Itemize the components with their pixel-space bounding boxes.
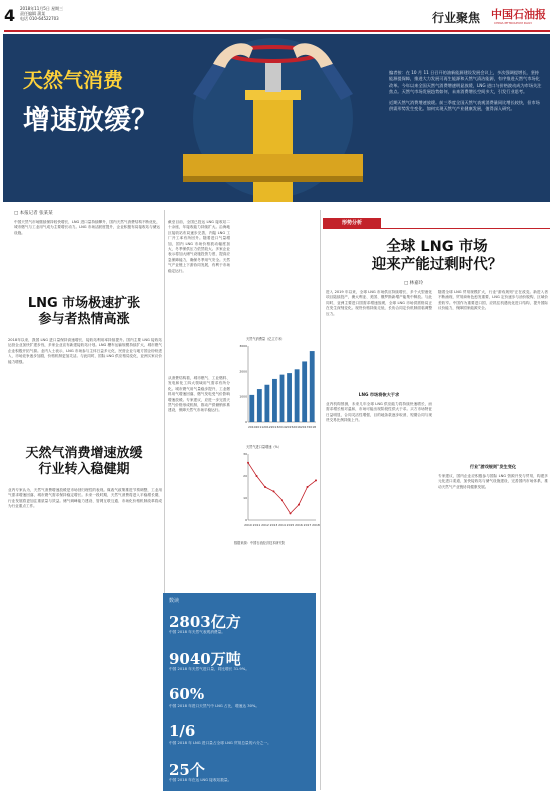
page-header bbox=[0, 0, 554, 30]
left-headline-2-line2: 行业转入稳健期 bbox=[38, 462, 130, 477]
line-point-2014 bbox=[281, 499, 283, 501]
stats-box bbox=[163, 593, 316, 791]
bar-2011 bbox=[257, 389, 262, 422]
bar-tick-2013: 2013 bbox=[270, 425, 279, 429]
right-headline-line1: 全球 LNG 市场 bbox=[386, 239, 488, 255]
section-title: 行业聚焦 bbox=[432, 11, 481, 25]
left-headline-1-line2: 参与者热情高涨 bbox=[38, 312, 130, 327]
line-point-2013 bbox=[273, 490, 275, 492]
bar-2017 bbox=[302, 361, 307, 422]
bar-chart bbox=[234, 336, 320, 436]
line-point-2016 bbox=[298, 504, 300, 506]
banner-title-line1: 天然气消费 bbox=[23, 68, 123, 92]
editor-line: 责任编辑 蒲某 bbox=[20, 11, 46, 16]
editor-note-p1: 编者按：在 10 月 11 日召开的油新能源建设发展会议上，多次强调提增长，坚持能源提保障，推进大力发展可再生能源和天然气清洁能源，有序推进天然气市场化改革。今年以来全国天然气消费增速明显放缓，LNG 进口与价格波动成为市场关注焦点。天然气市场发展趋势如何，未来消费增长空间多大，引发行业思考。 bbox=[389, 70, 542, 95]
bar-tick-2017: 2017 bbox=[300, 425, 309, 429]
line-point-2018 bbox=[315, 479, 317, 481]
feature-banner bbox=[3, 34, 550, 202]
line-point-2011 bbox=[256, 475, 258, 477]
stat-value-2: 9040万吨 bbox=[169, 650, 241, 668]
left-byline: □ 本报记者 张某某 bbox=[14, 211, 53, 216]
newspaper-logo: 中国石油报 bbox=[491, 8, 546, 21]
stat-value-5: 25个 bbox=[169, 761, 205, 779]
newspaper-logo-sub: CHINA PETROLEUM DAILY bbox=[494, 21, 533, 25]
middle-body-2: 从消费结构看，城市燃气、工业燃料、发电和化工四大领域用气需求有所分化。城市燃气用气量稳步提升，工业燃料用气增速回落，燃气发电受气价影响增速放缓。专家建议，应进一步完善天然气价格形成机制，推动产供储销体系建设，保障天然气市场平稳运行。 bbox=[168, 376, 230, 413]
line-tick-2011: 2011 bbox=[252, 523, 261, 527]
line-tick-2013: 2013 bbox=[269, 523, 278, 527]
bar-2013 bbox=[272, 379, 277, 422]
bar-2014 bbox=[280, 375, 285, 422]
page-number: 4 bbox=[4, 6, 16, 25]
line-tick-2017: 2017 bbox=[303, 523, 312, 527]
line-point-2017 bbox=[307, 486, 309, 488]
line-point-2015 bbox=[290, 512, 292, 514]
column-divider-2 bbox=[320, 210, 321, 790]
right-byline: □ 林嘉玲 bbox=[404, 281, 424, 286]
bar-tick-2018: 2018 bbox=[308, 425, 317, 429]
editor-note-p2: 近期天然气消费增速放缓。前三季度全国天然气表观消费量同比增长较快，但市场供需形势发生变化。如何实现天然气产业健康发展，值得深入研究。 bbox=[389, 99, 540, 112]
bar-2012 bbox=[264, 385, 269, 422]
stat-caption-2: 中国 2018 年天然气进口量，同比增长 31.9%。 bbox=[169, 667, 249, 671]
left-headline-2-line1: 天然气消费增速放缓 bbox=[25, 446, 143, 461]
section-label-rule bbox=[323, 228, 550, 229]
line-series bbox=[248, 463, 316, 514]
left-headline-2 bbox=[4, 446, 164, 478]
stat-value-3: 60% bbox=[169, 685, 205, 703]
left-body-2: 业内专家认为，天然气消费增速放缓是市场回归理性的表现。煤改气政策推进节奏调整，工业用气需求增速回落，城市燃气需求保持稳定增长。未来一段时期，天然气消费将进入平稳增长期，行业发展将更加注重质量与效益。储气调峰能力建设、管网互联互通、市场化价格机制改革将成为行业重点工作。 bbox=[8, 488, 162, 509]
date-line: 2018年11月5日 星期三 bbox=[20, 6, 64, 11]
right-body-4: 专家建议，国内企业应积极参与国际 LNG 资源开发与贸易，构建多元化进口渠道，加快接收站与储气设施建设，完善国内市场体系，推动天然气产业链协同健康发展。 bbox=[438, 474, 548, 489]
middle-body: 截至目前，全国已投运 LNG 接收站二十余座，年接收能力持续扩大。沿海地区接收站布局逐步完善，内陆 LNG 工厂开工率有所回升。随着进口气量增加，国内 LNG 市场价格波动幅度加大，冬季保供压力依然较大。多家企业表示将加大储气设施投资力度，提高应急保障能力，确保冬季用气安全。天然气产业链上下游协同发展，有利于市场稳定运行。 bbox=[168, 220, 230, 273]
line-point-2010 bbox=[247, 462, 249, 464]
right-body-1: 进入 2019 年以来，全球 LNG 市场供应持续增长，多个大型液化项目陆续投产，澳大利亚、美国、俄罗斯新增产能集中释放。与此同时，亚洲主要进口国需求增速放缓，全球 LNG 市场供需格局正在发生深刻变化。现货价格持续走低，长协合同定价机制面临调整压力。 bbox=[326, 290, 432, 316]
left-headline-1-line1: LNG 市场极速扩张 bbox=[27, 296, 141, 311]
bar-chart-svg bbox=[234, 342, 320, 436]
left-headline-1 bbox=[4, 296, 164, 328]
right-body-3: 随着全球 LNG 贸易规模扩大，行业"游戏规则"正在改变。新进入者不断涌现，贸易商角色愈发重要，LNG 定价逐步与油价脱钩，区域价差收窄。中国作为重要进口国，应抓住机遇优化进口结构，提升国际议价能力，保障国家能源安全。 bbox=[438, 290, 548, 311]
bar-ytick-1000: 1000 bbox=[239, 394, 247, 399]
bar-tick-2016: 2016 bbox=[293, 425, 301, 429]
stat-value-4: 1/6 bbox=[169, 722, 196, 740]
stat-caption-5: 中国 2018 年在运 LNG 接收站数量。 bbox=[169, 778, 232, 782]
bar-tick-2011: 2011 bbox=[255, 425, 264, 429]
section-label: 形势分析 bbox=[323, 218, 381, 228]
line-tick-2012: 2012 bbox=[261, 523, 269, 527]
line-chart-caption: 天然气进口量增速（%） bbox=[246, 445, 281, 449]
pipeline-valve-illustration bbox=[153, 34, 393, 202]
right-headline-line2: 迎来产能过剩时代？ bbox=[371, 257, 503, 273]
bar-tick-2014: 2014 bbox=[278, 425, 286, 429]
header-rule bbox=[4, 30, 550, 32]
bar-ytick-3000: 3000 bbox=[239, 344, 247, 348]
stat-caption-3: 中国 2018 年进口天然气中 LNG 占比，增速达 30%。 bbox=[169, 704, 260, 708]
line-chart bbox=[234, 444, 320, 534]
data-source: 数据来源：中国石油经济技术研究院 bbox=[234, 541, 285, 545]
bar-tick-2010: 2010 bbox=[247, 425, 256, 429]
bar-2015 bbox=[287, 373, 292, 422]
right-body-2: 业内机构预测，未来几年全球 LNG 供应能力将持续快速增长，而需求增长相对温和，市场可能出现阶段性供大于求。买方市场特征日益明显，合同灵活性增强，目的地条款逐步取消，短期合同与现货交易比例持续上升。 bbox=[326, 402, 432, 423]
line-tick-2018: 2018 bbox=[312, 523, 320, 527]
right-subhead-1: LNG 市场将恢大于求 bbox=[358, 392, 400, 397]
stat-value-1: 2803亿方 bbox=[169, 613, 241, 631]
stat-caption-4: 中国 2018 年 LNG 进口量占全球 LNG 贸易总量的六分之一。 bbox=[169, 741, 271, 745]
bar-ytick-0: 0 bbox=[245, 420, 247, 424]
left-body-1: 2018年以来，我国 LNG 进口量保持高速增长，接收站利用率持续提升。国内主要 LNG 接收站运营企业加快扩建步伐，多家企业宣布新建接收站计划。LNG 槽车运输规模持续扩大，城市燃气企业积极开拓气源。业内人士表示，LNG 市场参与主体日益多元化，民营企业与地方国企纷纷进入，市场竞争逐步加剧，价格机制更加灵活。与此同时，国际 LNG 供应格局变化，亚洲买家议价能力增强。 bbox=[8, 338, 162, 364]
bar-2016 bbox=[295, 369, 300, 422]
stat-caption-1: 中国 2018 年天然气表观消费量。 bbox=[169, 630, 225, 634]
phone-line: 电话 010-64522703 bbox=[20, 16, 59, 21]
banner-title-line2: 增速放缓？ bbox=[23, 105, 158, 136]
bar-chart-caption: 天然气消费量（亿立方米） bbox=[246, 337, 285, 341]
line-tick-2016: 2016 bbox=[295, 523, 303, 527]
line-ytick-0: 0 bbox=[245, 518, 247, 522]
line-tick-2010: 2010 bbox=[244, 523, 252, 527]
bar-ytick-2000: 2000 bbox=[239, 369, 247, 374]
right-headline bbox=[326, 238, 548, 274]
line-tick-2015: 2015 bbox=[286, 523, 295, 527]
header-info bbox=[20, 6, 63, 21]
line-ytick-20: 20 bbox=[243, 474, 247, 478]
line-chart-svg bbox=[234, 450, 320, 534]
bar-tick-2012: 2012 bbox=[263, 425, 271, 429]
line-ytick-30: 30 bbox=[243, 452, 247, 456]
line-tick-2014: 2014 bbox=[278, 523, 286, 527]
line-point-2012 bbox=[264, 486, 266, 488]
bar-tick-2015: 2015 bbox=[285, 425, 294, 429]
left-lead: 中国天然气市场继续保持较快增长，LNG 进口量持续攀升，国内天然气消费结构不断优化，城市燃气与工业用气成为主要增长动力。LNG 市场活跃度提升，企业积极布局接收站与储运设施。 bbox=[14, 220, 160, 235]
line-ytick-10: 10 bbox=[243, 496, 247, 500]
right-subhead-2: 行业"游戏规则"发生变化 bbox=[469, 464, 517, 469]
stats-heading: 数读 bbox=[169, 598, 180, 604]
bar-2018 bbox=[310, 351, 315, 422]
editor-note bbox=[389, 70, 543, 112]
bar-2010 bbox=[249, 395, 254, 422]
